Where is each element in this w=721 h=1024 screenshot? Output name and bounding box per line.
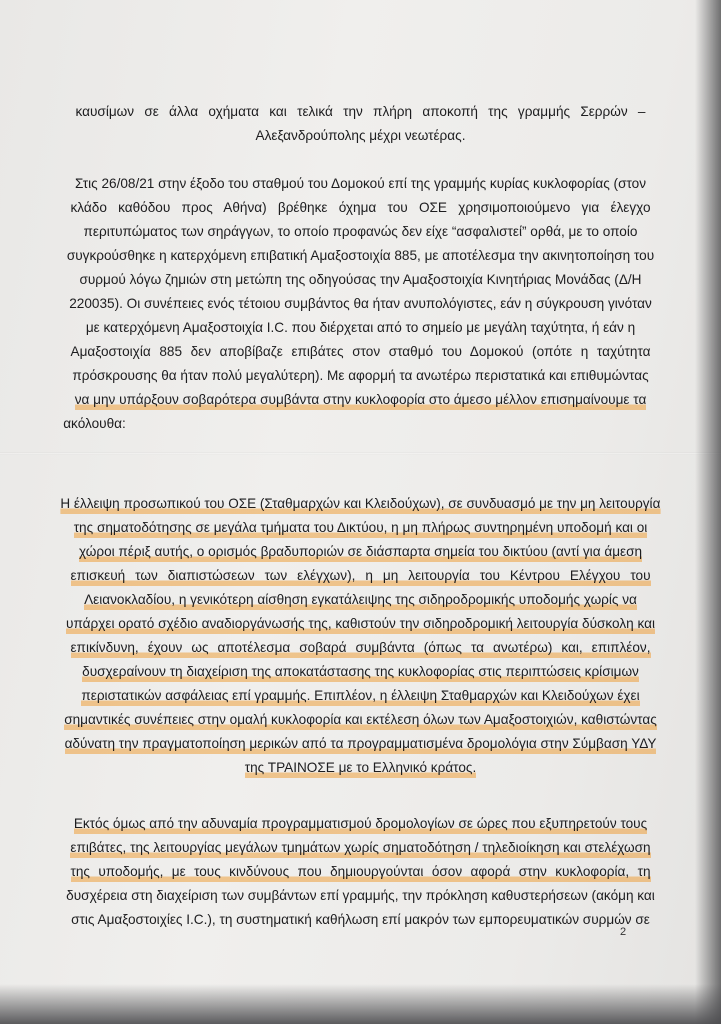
text-line-content: συρμού λόγω ζημιών στη μετώπη της οδηγούσας την Αμαξοστοιχία Κινητήριας Μονάδας (Δ/Η	[79, 271, 642, 287]
page-edge-shadow-bottom	[0, 984, 721, 1024]
text-line	[0, 388, 721, 412]
text-line	[0, 196, 721, 220]
text-line-content-highlighted: σημαντικές συνέπειες στην ομαλή κυκλοφορία και εκτέλεση όλων των Αμαξοστοιχιών, καθιστώντας	[64, 708, 657, 732]
text-line-content-highlighted: να μην υπάρξουν σοβαρότερα συμβάντα στην κυκλοφορία στο άμεσο μέλλον επισημαίνουμε τα	[75, 388, 647, 412]
text-line-content: καυσίμων σε άλλα οχήματα και τελικά την πλήρη αποκοπή της γραμμής Σερρών –	[75, 103, 646, 119]
text-line	[0, 908, 721, 932]
text-line-content-highlighted: υπάρχει ορατό σχέδιο αναδιοργάνωσής της, καθιστούν την σιδηροδρομική λειτουργία δύσκολη και	[66, 612, 655, 636]
text-line-content-highlighted: περιστατικών ασφάλειας επί γραμμής. Επιπλέον, η έλλειψη Σταθμαρχών και Κλειδούχων έχει	[81, 684, 639, 708]
text-line	[0, 340, 721, 364]
text-line-content-highlighted: της υποδομής, με τους κινδύνους που δημιουργούνται όσον αφορά στην κυκλοφορία, τη	[71, 860, 651, 884]
text-line-content: περιτυπώματος των σηράγγων, το οποίο προφανώς δεν είχε “ασφαλιστεί” ορθά, με το οποίο	[83, 223, 638, 239]
text-line	[0, 292, 721, 316]
text-line-content: Στις 26/08/21 στην έξοδο του σταθμού του Δομοκού επί της γραμμής κυρίας κυκλοφορίας (στον	[74, 175, 647, 191]
paper-fold-crease	[0, 452, 721, 455]
text-line-content: συγκρούσθηκε η κατερχόμενη επιβατική Αμαξοστοιχία 885, με αποτέλεσμα την ακινητοποίηση του	[66, 247, 655, 263]
text-line-content-highlighted: της σηματοδότησης σε μεγάλα τμήματα του Δικτύου, η μη πλήρως συντηρημένη υποδομή και οι	[74, 516, 648, 540]
text-line-content: με κατερχόμενη Αμαξοστοιχία I.C. που διέρχεται από το σημείο με μεγάλη ταχύτητα, ή εάν η	[85, 319, 636, 335]
text-line	[0, 612, 721, 636]
text-line	[0, 756, 721, 780]
text-line	[0, 884, 721, 908]
text-line-content-highlighted: χώροι πέριξ αυτής, ο ορισμός βραδυποριών σε διάσπαρτα σημεία του δικτύου (αντί για άμεση	[79, 540, 642, 564]
text-line-content: 220035). Οι συνέπειες ενός τέτοιου συμβάντος θα ήταν ανυπολόγιστες, εάν η σύγκρουση γινόταν	[69, 295, 652, 311]
text-line-content: κλάδο καθόδου προς Αθήνα) βρέθηκε όχημα του ΟΣΕ χρησιμοποιούμενο για έλεγχο	[70, 199, 651, 215]
text-line	[0, 220, 721, 244]
text-line-content-highlighted: αδύνατη την πραγματοποίηση μερικών από τα προγραμματισμένα δρομολόγια στην Σύμβαση ΥΔΥ	[65, 732, 657, 756]
text-line	[0, 412, 721, 436]
text-line-content-highlighted: δυσχεραίνουν τη διαχείριση της αποκατάστασης της κυκλοφορίας στις περιπτώσεις κρίσιμων	[82, 660, 639, 684]
text-line-content-highlighted: Εκτός όμως από την αδυναμία προγραμματισμού δρομολογίων σε ώρες που εξυπηρετούν τους	[74, 812, 647, 836]
text-line	[0, 684, 721, 708]
text-line	[0, 244, 721, 268]
page-edge-shadow-right	[695, 0, 721, 1024]
text-line-content-highlighted: Η έλλειψη προσωπικού του ΟΣΕ (Σταθμαρχών και Κλειδούχων), σε συνδυασμό με την μη λειτουργία	[60, 492, 660, 516]
text-line-content: Αλεξανδρούπολης μέχρι νεωτέρας.	[255, 127, 466, 143]
text-line-content-highlighted: της ΤΡΑΙΝΟΣΕ με το Ελληνικό κράτος.	[245, 756, 477, 780]
text-line-content: πρόσκρουσης θα ήταν πολύ μεγαλύτερη). Με αφορμή τα ανωτέρω περιστατικά και επιθυμώντας	[72, 367, 649, 383]
text-line	[0, 268, 721, 292]
text-line	[0, 516, 721, 540]
text-line	[0, 540, 721, 564]
text-line	[0, 588, 721, 612]
page-number: 2	[620, 926, 627, 938]
text-line-content-highlighted: επισκευή των διαπιστώσεων των ελέγχων), η μη λειτουργία του Κέντρου Ελέγχου του	[71, 564, 651, 588]
text-line-content-highlighted: επικίνδυνη, έχουν ως αποτέλεσμα σοβαρά συμβάντα (όπως τα ανωτέρω) και, επιπλέον,	[71, 636, 651, 660]
text-line	[0, 124, 721, 148]
text-line	[0, 172, 721, 196]
text-line-content: ακόλουθα:	[63, 415, 126, 431]
text-line	[0, 100, 721, 124]
text-line	[0, 564, 721, 588]
text-line-content: Αμαξοστοιχία 885 δεν αποβίβαζε επιβάτες στον σταθμό του Δομοκού (οπότε η ταχύτητα	[70, 343, 651, 359]
text-line	[0, 660, 721, 684]
text-line	[0, 860, 721, 884]
text-line	[0, 732, 721, 756]
text-line-content: στις Αμαξοστοιχίες I.C.), τη συστηματική καθήλωση επί μακρόν των εμπορευματικών συρμών σε	[71, 911, 650, 927]
text-line	[0, 492, 721, 516]
text-line	[0, 316, 721, 340]
text-line	[0, 364, 721, 388]
text-line-content-highlighted: Λειανοκλαδίου, η γενικότερη αίσθηση εγκατάλειψης της σιδηροδρομικής υποδομής χωρίς να	[84, 588, 637, 612]
text-line	[0, 636, 721, 660]
text-line	[0, 812, 721, 836]
text-line-content-highlighted: επιβάτες, της λειτουργίας μεγάλων τμημάτων χωρίς σηματοδότηση / τηλεδιοίκηση και στελέχωση	[70, 836, 650, 860]
text-line	[0, 708, 721, 732]
text-line	[0, 836, 721, 860]
text-line-content: δυσχέρεια στη διαχείριση των συμβάντων επί γραμμής, την πρόκληση καθυστερήσεων (ακόμη και	[66, 887, 655, 903]
